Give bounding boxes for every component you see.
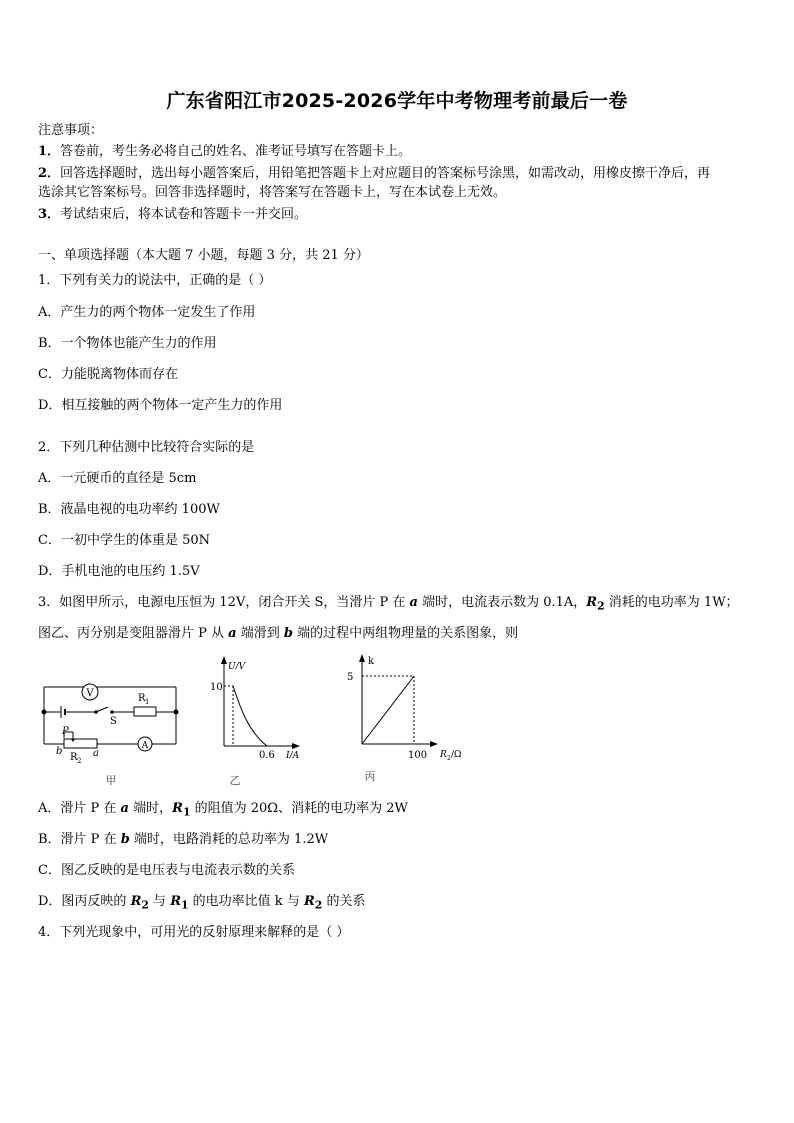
q1-option-c: C．力能脱离物体而存在: [38, 367, 178, 382]
notice-item-1: 1．答卷前，考生务必将自己的姓名、准考证号填写在答题卡上。: [38, 144, 412, 159]
svg-text:R: R: [70, 752, 78, 763]
q3-figures: [36, 650, 496, 790]
section-heading: 一、单项选择题（本大题 7 小题，每题 3 分，共 21 分）: [38, 248, 369, 263]
svg-text:/Ω: /Ω: [451, 750, 462, 760]
q2-stem: 2．下列几种估测中比较符合实际的是: [38, 440, 255, 455]
svg-text:U/V: U/V: [228, 662, 246, 672]
q1-stem: 1．下列有关力的说法中，正确的是（ ）: [38, 273, 272, 288]
svg-text:R: R: [440, 750, 447, 760]
svg-text:k: k: [368, 656, 375, 667]
notice-item-3: 3．考试结束后，将本试卷和答题卡一并交回。: [38, 207, 308, 222]
svg-text:5: 5: [347, 672, 354, 683]
fig-jia-label: 甲: [105, 774, 117, 787]
svg-text:P: P: [62, 726, 69, 737]
graph-yi-curve: [233, 686, 267, 746]
q3-option-a: A．滑片 P 在 a 端时，$R_1$ 的阻值为 20Ω、消耗的电功率为 2W: [38, 801, 408, 819]
q2-option-b: B．液晶电视的电功率约 100W: [38, 502, 220, 517]
notice-item-2-cont: 选涂其它答案标号。回答非选择题时，将答案写在答题卡上，写在本试卷上无效。: [38, 185, 507, 200]
q3-stem-line1: 3．如图甲所示，电源电压恒为 12V，闭合开关 S，当滑片 P 在 a 端时，电流表示数为 0.1A，$R_2$ 消耗的电功率为 1W；: [38, 595, 739, 613]
q2-option-d: D．手机电池的电压约 1.5V: [38, 564, 200, 579]
svg-text:100: 100: [408, 750, 428, 761]
svg-text:1: 1: [145, 698, 150, 706]
battery-icon: [61, 706, 65, 718]
q2-option-c: C．一初中学生的体重是 50N: [38, 533, 210, 548]
fig-bing-label: 丙: [364, 770, 376, 783]
svg-text:0.6: 0.6: [259, 750, 275, 761]
q4-stem: 4．下列光现象中，可用光的反射原理来解释的是（ ）: [38, 925, 350, 940]
q3-option-d: D．图丙反映的 $R_2$ 与 $R_1$ 的电功率比值 k 与 $R_2$ 的关系: [38, 894, 366, 912]
switch-icon: [94, 710, 117, 727]
svg-text:I/A: I/A: [286, 751, 300, 761]
q3-stem-line2: 图乙、丙分别是变阻器滑片 P 从 a 端滑到 b 端的过程中两组物理量的关系图象，则: [38, 626, 519, 641]
q2-option-a: A．一元硬币的直径是 5cm: [38, 471, 197, 486]
svg-text:V: V: [86, 688, 94, 699]
rheostat-r2: [56, 726, 99, 765]
ammeter-icon: [138, 737, 152, 751]
notice-item-2: 2．回答选择题时，选出每小题答案后，用铅笔把答题卡上对应题目的答案标号涂黑，如需改动，用橡皮擦干净后，再: [38, 166, 711, 181]
q3-option-c: C．图乙反映的是电压表与电流表示数的关系: [38, 863, 295, 878]
resistor-r1: [134, 693, 156, 716]
page-title: 广东省阳江市2025-2026学年中考物理考前最后一卷: [166, 90, 628, 112]
svg-text:2: 2: [447, 755, 451, 762]
svg-text:A: A: [141, 741, 149, 751]
graph-bing: [347, 654, 462, 783]
svg-text:a: a: [93, 748, 99, 759]
svg-text:S: S: [110, 716, 117, 727]
voltmeter-icon: [82, 684, 98, 700]
q1-option-b: B．一个物体也能产生力的作用: [38, 336, 217, 351]
svg-text:10: 10: [210, 682, 223, 693]
q1-option-a: A．产生力的两个物体一定发生了作用: [38, 305, 256, 320]
q1-option-d: D．相互接触的两个物体一定产生力的作用: [38, 398, 283, 413]
graph-bing-line: [362, 676, 414, 744]
svg-text:2: 2: [77, 757, 82, 765]
q3-option-b: B．滑片 P 在 b 端时，电路消耗的总功率为 1.2W: [38, 832, 329, 847]
fig-yi-label: 乙: [229, 774, 241, 787]
notice-heading: 注意事项：: [38, 123, 104, 138]
svg-text:b: b: [56, 746, 63, 757]
graph-yi: [210, 656, 300, 787]
svg-text:R: R: [138, 693, 146, 704]
